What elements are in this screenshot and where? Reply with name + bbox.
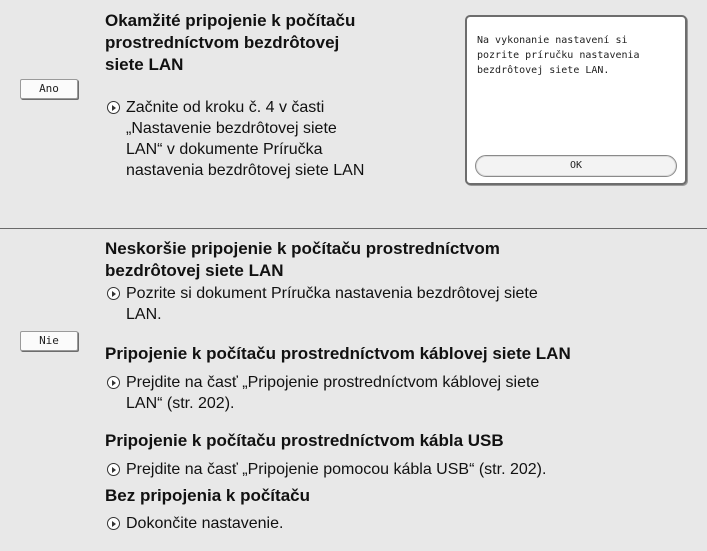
heading-line: Pripojenie k počítaču prostredníctvom káblovej siete LAN: [105, 344, 571, 363]
heading-line: Pripojenie k počítaču prostredníctvom kábla USB: [105, 431, 504, 450]
section-heading: [105, 343, 571, 365]
section-divider: [0, 228, 707, 229]
instruction-line: Prejdite na časť „Pripojenie prostredníctvom káblovej siete: [126, 374, 540, 391]
circled-arrow-right-icon: [107, 517, 120, 530]
instruction-line: Začnite od kroku č. 4 v časti: [126, 99, 325, 116]
heading-line: prostredníctvom bezdrôtovej: [105, 33, 340, 52]
lcd-dialog: [465, 15, 687, 185]
section-heading: [105, 485, 310, 507]
instruction-line: LAN.: [126, 306, 162, 323]
heading-line: Okamžité pripojenie k počítaču: [105, 11, 356, 30]
nie-button[interactable]: Nie: [20, 331, 78, 351]
heading-line: Neskoršie pripojenie k počítaču prostredníctvom: [105, 239, 500, 258]
instruction-text: [126, 97, 364, 181]
instruction-text: [126, 372, 539, 414]
circled-arrow-right-icon: [107, 463, 120, 476]
circled-arrow-right-icon: [107, 287, 120, 300]
instruction-line: Dokončite nastavenie.: [126, 515, 284, 532]
section-heading: [105, 238, 500, 282]
yes-option-section: [0, 0, 707, 228]
section-heading: [105, 10, 355, 76]
circled-arrow-right-icon: [107, 376, 120, 389]
ok-button[interactable]: OK: [475, 155, 677, 177]
instruction-line: Pozrite si dokument Príručka nastavenia bezdrôtovej siete: [126, 285, 538, 302]
heading-line: siete LAN: [105, 55, 184, 74]
instruction-line: nastavenia bezdrôtovej siete LAN: [126, 162, 365, 179]
heading-line: Bez pripojenia k počítaču: [105, 486, 310, 505]
instruction-text: [126, 513, 283, 534]
section-heading: [105, 430, 504, 452]
dialog-message: Na vykonanie nastavení si pozrite príručku nastavenia bezdrôtovej siete LAN.: [477, 35, 640, 76]
instruction-line: LAN“ (str. 202).: [126, 395, 235, 412]
instruction-text: [126, 459, 546, 480]
circled-arrow-right-icon: [107, 101, 120, 114]
heading-line: bezdrôtovej siete LAN: [105, 261, 284, 280]
instruction-line: „Nastavenie bezdrôtovej siete: [126, 120, 337, 137]
instruction-text: [126, 283, 538, 325]
instruction-line: LAN“ v dokumente Príručka: [126, 141, 323, 158]
instruction-line: Prejdite na časť „Pripojenie pomocou kábla USB“ (str. 202).: [126, 461, 547, 478]
ano-button[interactable]: Ano: [20, 79, 78, 99]
